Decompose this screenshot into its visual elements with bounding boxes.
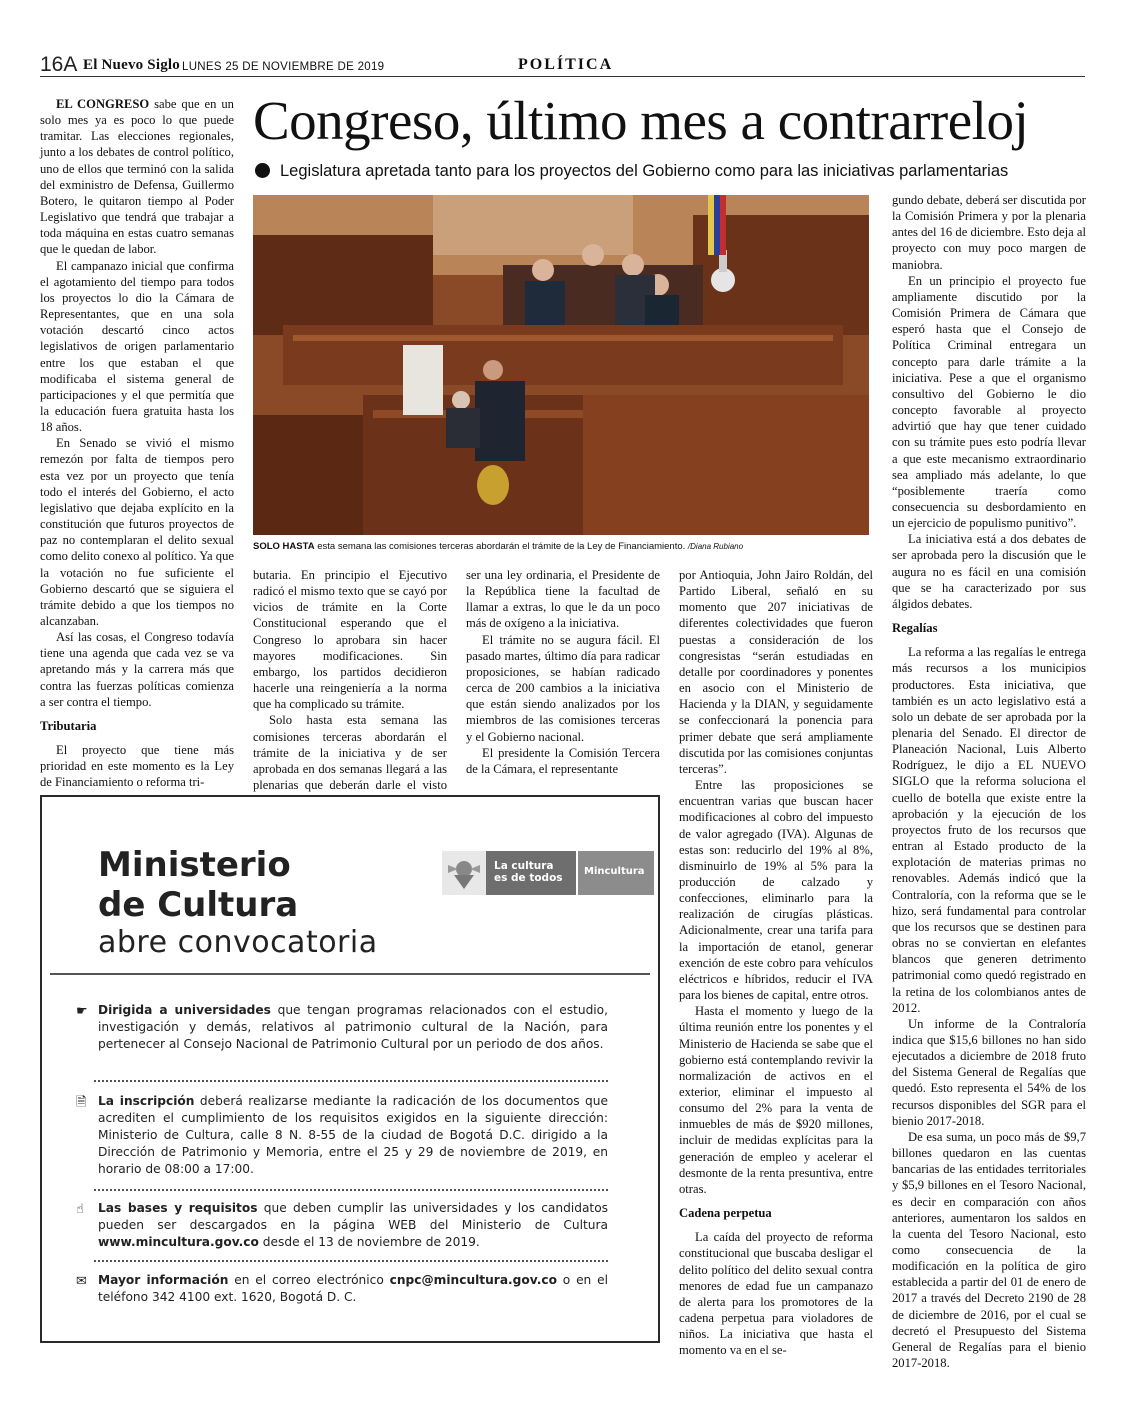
article-column-4 [679,567,873,1359]
ad-item3-lead: Las bases y requisitos [98,1201,258,1215]
coat-of-arms-icon [442,851,486,895]
ad-item4-text: en el correo electrónico [234,1273,384,1287]
col1-p5: El proyecto que tiene más prioridad en este momento es la Ley de Financiamiento o reforma tri- [40,743,234,790]
col5-p2: En un principio el proyecto fue ampliamente discutido por la Comisión Primera de Cámara que esperó hasta que el Consejo de Política Criminal entregara un concepto para darle trámite a la iniciativa. Pese a que el organismo consultivo del Gobierno le dio concepto favorable al proyecto advirtió que hay que tener cuidado con su trámite pues esto podría llevar a que este mecanismo extraordinario sea ampliado más adelante, lo que “posiblemente traería como consecuencia su desbordamiento en un ejercicio de populismo punitivo”. [892,273,1086,531]
mincultura-advertisement [40,795,660,1343]
ad-dotted-divider [94,1189,608,1191]
section-title: POLÍTICA [518,56,614,73]
article-subheadline [255,162,1008,181]
ad-title-line-2: de Cultura [98,885,299,925]
newspaper-name: El Nuevo Siglo [83,57,180,73]
caption-text: esta semana las comisiones terceras abordarán el trámite de la Ley de Financiamiento. [317,541,686,552]
ad-item3-text-end: desde el 13 de noviembre de 2019. [262,1235,480,1249]
ad-item2-lead: La inscripción [98,1094,195,1108]
col5-p4: La reforma a las regalías le entrega más recursos a los municipios productores. Esta iniciativa, que también es un acto legislativo está a solo un debate de ser aprobada por la plenaria del Senado. El director de Planeación Nacional, Luis Alberto Rodríguez, le dijo a EL NUEVO SIGLO que la reforma soluciona el cuello de botella que existe entre la aprobación y la ejecución de los proyectos fruto de los recursos que entran al Estado producto de la explotación de materias primas no renovables. Además indicó que la Contraloría, con la reforma que se le hizo, será fundamental para controlar que los recursos que se destinen para obras no se conviertan en elefantes blancos que generen detrimento patrimonial como quedó registrado en la retina de los colombianos antes de 2012. [892,645,1086,1015]
ad-item3-text: que deben cumplir las universidades y los candidatos pueden ser descargados en la página WEB del Ministerio de Cultura [98,1201,608,1232]
col1-p3: En Senado se vivió el mismo remezón por falta de tiempos pero esta vez por un proyecto que tenía todo el interés del Gobierno, el acto legislativo que dejaba explícito en la constitución que futuros proyectos de paz no contemplaran el delito sexual como delito conexo al político. Ya que la votación no fue suficiente el Gobierno descartó que se siguiera el trámite debido a que los tiempos no alcanzaban. [40,436,234,628]
col3-p1: ser una ley ordinaria, el Presidente de la República tiene la facultad de llamar a extras, lo que le da un poco más de oxígeno a la iniciativa. [466,568,660,631]
photo-caption [253,541,869,552]
ad-title-line-1: Ministerio [98,845,291,885]
mincultura-website-link[interactable]: www.mincultura.gov.co [98,1235,259,1249]
col5-p1: gundo debate, deberá ser discutida por la Comisión Primera y por la plenaria antes del 16 de diciembre. Esto deja al proyecto con muy poco margen de maniobra. [892,193,1086,272]
logo-slogan-line-2: es de todos [494,872,563,884]
article-lead-word: EL CONGRESO [56,97,150,111]
ad-dotted-divider [94,1080,608,1082]
ad-item-informacion [76,1272,608,1306]
article-headline: Congreso, último mes a contrarreloj [253,90,1029,151]
ad-divider [50,973,650,975]
header-rule [40,76,1085,77]
ad-item1-text: que tengan programas relacionados con el estudio, investigación y demás, relativos al patrimonio cultural de la Nación, para pertenecer al Consejo Nacional de Patrimonio Cultural por un periodo de dos años. [98,1003,609,1051]
subhead-tributaria: Tributaria [40,718,97,733]
ad-item2-text: deberá realizarse mediante la radicación de los documentos que acrediten el cumplimiento de los requisitos exigidos en la siguiente dirección: Ministerio de Cultura, calle 8 N. 8-55 de la ciudad de Bogotá D.C. dirigido a la Dirección de Patrimonio y Memoria, entre el 25 y 29 de noviembre de 2019, en horario de 08:00 a 17:00. [98,1094,609,1176]
logo-brand: Mincultura [578,851,654,895]
mincultura-logo [442,851,654,895]
logo-slogan [486,851,576,895]
document-icon: 🗎 [76,1095,87,1110]
caption-lead: SOLO HASTA [253,541,315,552]
ad-item4-text-end: o en el teléfono 342 4100 ext. 1620, Bogotá D. C. [98,1273,608,1304]
col5-p3: La iniciativa está a dos debates de ser aprobada pero la discusión que le augura no es fácil en una comisión que se ha caracterizado por sus álgidos debates. [892,532,1086,611]
subheadline-text: Legislatura apretada tanto para los proyectos del Gobierno como para las iniciativas parlamentarias [280,162,1009,180]
subhead-cadena-perpetua: Cadena perpetua [679,1206,772,1221]
ad-title [98,845,298,925]
ad-item4-lead: Mayor información [98,1273,229,1287]
hand-cursor-icon: ☝ [76,1202,84,1217]
pointing-hand-icon: ☛ [76,1004,88,1019]
bullet-icon [255,163,270,178]
col4-p4: La caída del proyecto de reforma constitucional que buscaba desligar el delito político del delito sexual contra menores de edad fue un campanazo de alerta para los promotores de la cadena perpetua para violadores de niños. La iniciativa que hasta el momento va en el se- [679,1230,873,1358]
contact-email-link[interactable]: cnpc@mincultura.gov.co [389,1273,557,1287]
col4-p2: Entre las proposiciones se encuentran varias que buscan hacer modificaciones al cobro del impuesto de valor agregado (IVA). Algunas de estas son: reducirlo del 19% al 8%, disminuirlo de 19% al 5% para la producción de calzado y confecciones, eliminarlo para la realización de cirugías plásticas. Adicionalmente, crear una tarifa para la importación de etanol, generar exención de este cobro para vehículos eléctricos e híbridos, reducir el IVA para los bienes de capital, entre otros. [679,778,873,1003]
article-column-3 [466,567,660,777]
col3-p2: El trámite no se augura fácil. El pasado martes, último día para radicar proposiciones, se habían radicado cerca de 200 cambios a la iniciativa que están siendo analizados por los miembros de las comisiones terceras y el Gobierno nacional. [466,632,660,744]
col3-p3: El presidente la Comisión Tercera de la Cámara, el representante [466,745,660,776]
senate-chamber-photo [253,195,869,535]
col1-p2: El campanazo inicial que confirma el agotamiento del tiempo para todos los proyectos lo dio la Cámara de Representantes, que en una sola votación descartó cinco actos legislativos de origen parlamentario entre los que estaban el que modificaba el sistema general de participaciones y el que permitía que la educación fuera gratuita hasta los 18 años. [40,258,234,435]
subhead-regalias: Regalías [892,621,938,636]
col5-p5: Un informe de la Contraloría indica que $15,6 billones no han sido ejecutados a diciembre de 2018 fruto del Sistema General de Regalías que quedó. Esto representa el 54% de los recursos disponibles del SGR para el bienio 2017-2018. [892,1016,1086,1128]
ad-item-universidades [76,1002,609,1053]
col4-p1: por Antioquia, John Jairo Roldán, del Partido Liberal, señaló en su momento que 207 iniciativas de diferentes colectividades que fueron puestas a consideración de los congresistas “serán estudiadas en detalle por coordinadores y ponentes en asocio con el Ministerio de Hacienda y la DIAN, y seguidamente se confeccionará la ponencia para primer debate que será ampliamente discutida por las comisiones conjuntas terceras”. [679,568,873,776]
photo-credit: /Diana Rubiano [687,542,744,551]
photo-illustration [253,195,869,535]
col2-p2: Solo hasta esta semana las comisiones terceras abordarán el trámite de la iniciativa y de ser aprobada en dos semanas llegará a las plenarias que deberán darle el visto [253,713,447,793]
article-column-1 [40,96,234,791]
article-column-5 [892,192,1086,1371]
col1-p1: sabe que en un solo mes ya es poco lo que puede tramitar. Las elecciones regionales, junto a los debates de control político, uno de ellos que terminó con la salida del exministro de Defensa, Guillermo Botero, le quitaron tiempo al Poder Legislativo que tendrá que trabajar a toda máquina en estas cuatro semanas que le quedan de labor. [40,97,234,257]
issue-date: LUNES 25 DE NOVIEMBRE DE 2019 [182,61,385,73]
col4-p3: Hasta el momento y luego de la última reunión entre los ponentes y el Ministerio de Hacienda se sabe que el gobierno está contemplando revivir la normalización de activos en el exterior, eliminar el impuesto al consumo del 2% para la venta de inmuebles de más de $920 millones, incluir de medidas explícitas para la generación de empleo y acelerar el desmonte de la renta presuntiva, entre otras. [679,1004,873,1196]
ad-subtitle: abre convocatoria [98,925,378,960]
article-column-2 [253,567,447,809]
col2-p1: butaria. En principio el Ejecutivo radicó el mismo texto que se cayó por vicios de trámite en la Corte Constitucional esperando que el Congreso lo aprobara sin hacer mayores modificaciones. Sin embargo, los partidos decidieron hacerle una reingeniería a la norma que ha complicado su trámite. [253,568,447,712]
ad-item-inscripcion [76,1093,609,1178]
logo-slogan-line-1: La cultura [494,860,554,872]
col1-p4: Así las cosas, el Congreso todavía tiene una agenda que cada vez se va apretando más y la carrera más que contra las fuerzas políticas comienza a ser contra el tiempo. [40,630,234,709]
col5-p6: De esa suma, un poco más de $9,7 billones quedaron en las cuentas bancarias de las entidades territoriales y $5,9 billones en el Tesoro Nacional, es decir en comparación con años anteriores, aumentaron los saldos en la cuenta del Tesoro Nacional, esto como consecuencia de la modificación en la política de giro establecida a partir del 01 de enero de 2017 a través del Decreto 2190 de 28 de diciembre de 2016, por el cual se decretó el Presupuesto del Sistema General de Regalías para el bienio 2017-2018. [892,1129,1086,1371]
ad-item-bases [76,1200,608,1251]
ad-item1-lead: Dirigida a universidades [98,1003,271,1017]
page-number: 16A [40,53,78,76]
ad-dotted-divider [94,1260,608,1262]
email-icon: ✉ [76,1274,87,1289]
